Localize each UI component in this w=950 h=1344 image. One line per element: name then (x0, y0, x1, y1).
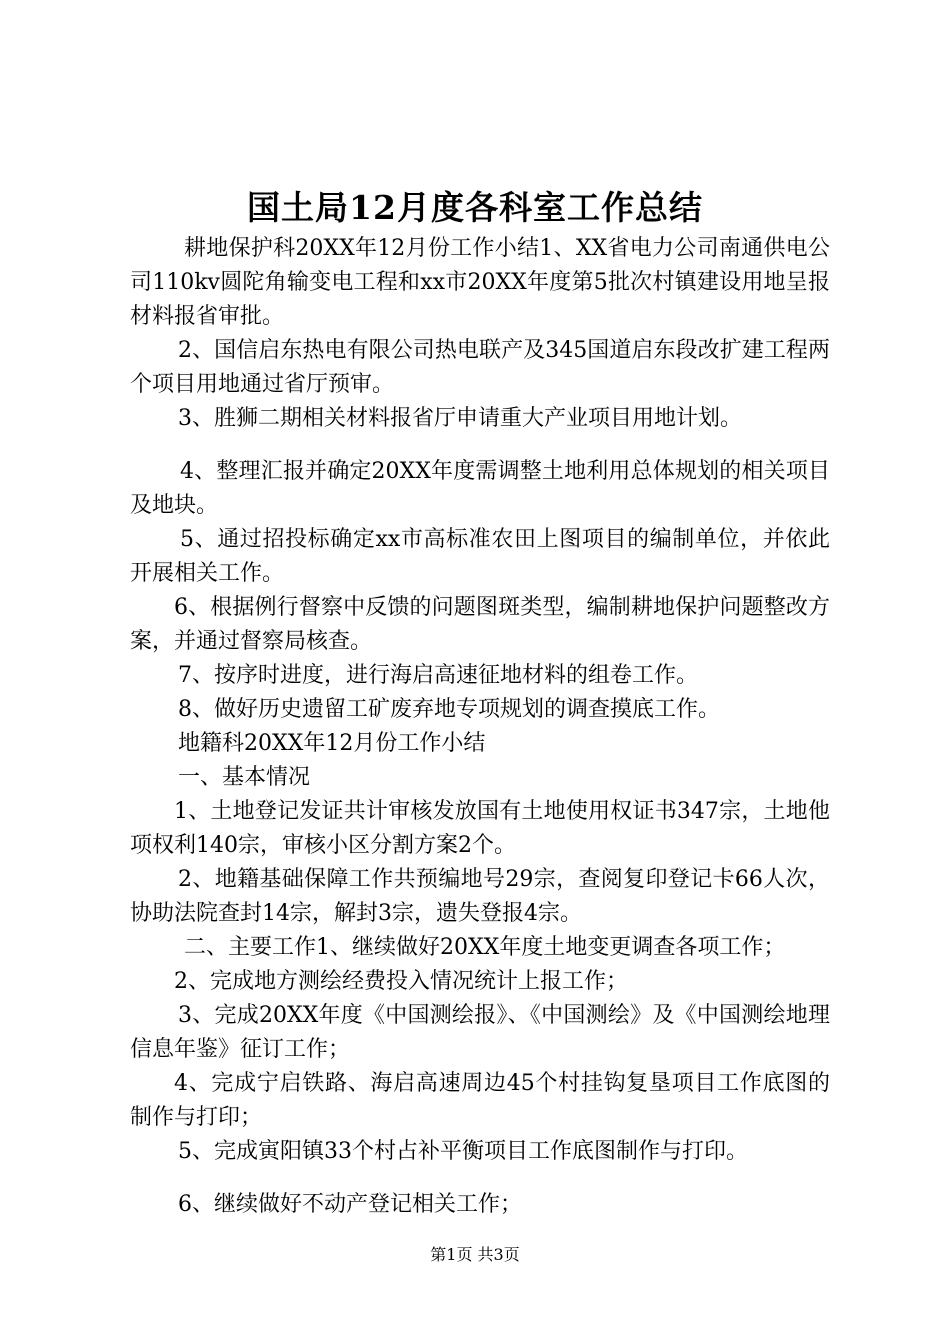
paragraph-item-6: 6、根据例行督察中反馈的问题图斑类型，编制耕地保护问题整改方案，并通过督察局核查。 (130, 595, 830, 654)
paragraph-main-work-6: 6、继续做好不动产登记相关工作； (178, 1192, 522, 1217)
paragraph-item-5: 5、通过招投标确定xx市高标准农田上图项目的编制单位，并依此开展相关工作。 (130, 527, 830, 586)
page-footer: 第1页 共3页 (430, 1245, 520, 1264)
document-body (130, 232, 830, 1222)
paragraph-item-8: 8、做好历史遗留工矿废弃地专项规划的调查摸底工作。 (178, 697, 720, 722)
document-title: 国土局12月度各科室工作总结 (247, 188, 703, 227)
paragraph-main-work-3: 3、完成20XX年度《中国测绘报》、《中国测绘》及《中国测绘地理信息年鉴》征订工作； (130, 1003, 830, 1062)
paragraph-basic-item-2: 2、地籍基础保障工作共预编地号29宗，查阅复印登记卡66人次，协助法院查封14宗，解封3宗，遗失登报4宗。 (130, 867, 830, 926)
paragraph-item-7: 7、按序时进度，进行海启高速征地材料的组卷工作。 (178, 663, 698, 688)
paragraph-item-3: 3、胜狮二期相关材料报省厅申请重大产业项目用地计划。 (178, 406, 742, 431)
paragraph-main-work-5: 5、完成寅阳镇33个村占补平衡项目工作底图制作与打印。 (178, 1139, 748, 1164)
paragraph-main-work-2: 2、完成地方测绘经费投入情况统计上报工作； (174, 969, 628, 994)
section-heading-basic-situation: 一、基本情况 (178, 765, 311, 790)
paragraph-main-work-4: 4、完成宁启铁路、海启高速周边45个村挂钩复垦项目工作底图的制作与打印； (130, 1071, 830, 1130)
paragraph-item-4: 4、整理汇报并确定20XX年度需调整土地利用总体规划的相关项目及地块。 (130, 459, 830, 518)
section-heading-cadastral: 地籍科20XX年12月份工作小结 (178, 731, 486, 756)
paragraph-basic-item-1: 1、土地登记发证共计审核发放国有土地使用权证书347宗，土地他项权利140宗，审核小区分割方案2个。 (130, 799, 830, 858)
paragraph-farmland-summary: 耕地保护科20XX年12月份工作小结1、XX省电力公司南通供电公司110kv圆陀角输变电工程和xx市20XX年度第5批次村镇建设用地呈报材料报省审批。 (130, 236, 830, 329)
paragraph-item-2: 2、国信启东热电有限公司热电联产及345国道启东段改扩建工程两个项目用地通过省厅预审。 (130, 338, 830, 397)
paragraph-main-work-1: 二、主要工作1、继续做好20XX年度土地变更调查各项工作； (184, 935, 786, 960)
